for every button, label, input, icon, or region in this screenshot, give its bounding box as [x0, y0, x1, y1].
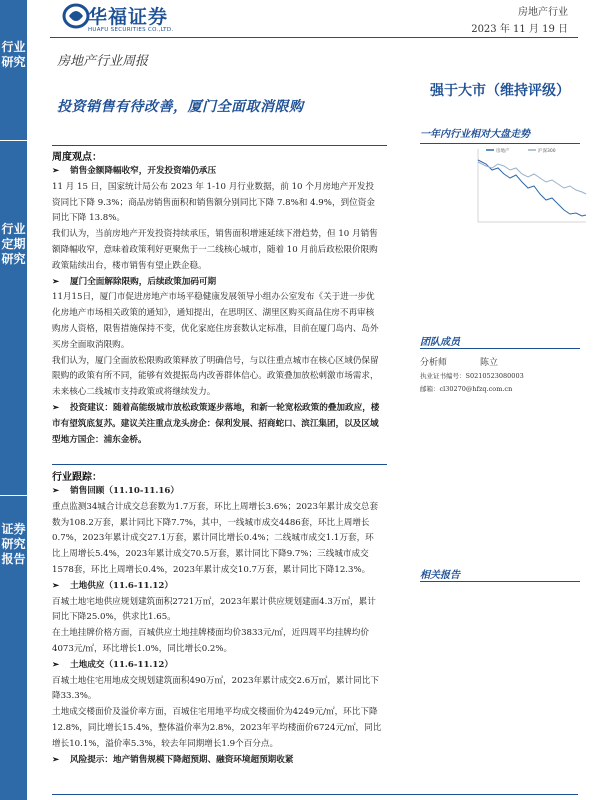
- bullet-arrow-icon: ➢: [52, 166, 60, 176]
- tracking-paragraph: 在土地挂牌价格方面，百城供应土地挂牌楼面均价3833元/㎡，近四周平均挂牌均价4073元/㎡，环比增长1.0%，同比增长0.2%。: [52, 628, 369, 654]
- report-type: 房地产行业周报: [57, 54, 149, 69]
- weekly-view-heading: 周度观点：: [52, 152, 102, 163]
- sidebar-label-industry-research: 行业研究: [1, 40, 26, 69]
- legend-series-1: 房地产: [496, 149, 510, 154]
- sidebar-divider: [0, 495, 27, 496]
- chart-header: [420, 125, 580, 144]
- sidebar-label-periodic-research: 行业定期研究: [1, 222, 26, 266]
- tracking-paragraph: 百城土地宅地供应规划建筑面积2721万㎡，2023年累计供应规划建面4.3万㎡，累计同比下降25.0%，供求比1.65。: [52, 596, 376, 623]
- bullet-arrow-icon: ➢: [52, 580, 60, 591]
- tracking-heading-text: 土地供应（11.6-11.12）: [70, 580, 173, 591]
- industry-tracking-heading: 行业跟踪：: [52, 472, 102, 483]
- related-reports-heading: 相关报告: [420, 570, 460, 581]
- analyst-label: 分析师: [420, 358, 448, 368]
- bullet-arrow-icon: ➢: [52, 276, 60, 287]
- tracking-paragraph: 土地成交楼面价及溢价率方面，百城住宅用地平均成交楼面价为4249元/㎡，环比下降12.8%，同比增长15.4%，整体溢价率为2.8%，2023年平均楼面价6724元/㎡，同比增长10.1%，溢价率5.3%，较去年同期增长1.9个百分点。: [52, 707, 382, 749]
- tracking-bullet-heading: [52, 579, 382, 595]
- logo-text: 华福证券: [88, 6, 169, 28]
- bullet-arrow-icon: ➢: [52, 659, 60, 670]
- view-bullet-heading: [52, 164, 382, 180]
- sidebar-label-securities-report: 证券研究报告: [1, 522, 26, 566]
- view-paragraph: 11月15日，厦门市促进房地产市场平稳健康发展领导小组办公室发布《关于进一步优化房地产市场相关政策的通知》，通知提出，在思明区、湖里区购买商品住房不再审核购房人资格，限售措施保持不变，优化家庭住房套数认定标准，目前在厦门岛内、岛外买房全面取消限购。: [52, 292, 379, 350]
- bullet-heading-text: 销售金额降幅收窄，开发投资端仍承压: [70, 166, 217, 176]
- logo-subtitle: HUAFU SECURITIES CO.,LTD.: [88, 27, 174, 33]
- weekly-view-rule: [52, 145, 387, 146]
- legend-series-2: 沪深300: [538, 149, 556, 154]
- view-paragraph: 11 月 15 日，国家统计局公布 2023 年 1-10 月行业数据，前 10 个月房地产开发投资同比下降 9.3%；商品房销售面积和销售额分别同比下降 7.8%和 4.9%，到位资金同比下降 13.8%。: [52, 181, 375, 224]
- analyst-license: 执业证书编号：S0210523080003: [420, 372, 524, 380]
- industry-rating: 强于大市（维持评级）: [430, 83, 570, 99]
- team-heading-rule: [420, 348, 580, 349]
- chart-heading: 一年内行业相对大盘走势: [420, 129, 530, 140]
- sidebar-divider: [0, 140, 27, 141]
- tracking-heading-text: 土地成交（11.6-11.12）: [70, 659, 173, 670]
- header-category: 房地产行业: [518, 7, 568, 18]
- view-bullet-heading: [52, 401, 382, 448]
- tracking-heading-text: 销售回顾（11.10-11.16）: [70, 486, 179, 496]
- view-paragraph: 我们认为，厦门全面放松限购政策释放了明确信号，与以往重点城市在核心区域仍保留限购的政策有所不同，能够有效提振岛内改善群体信心。政策叠加放松刺激市场需求，未来核心二线城市支持政策或将继续发力。: [52, 355, 379, 398]
- relative-performance-chart: [460, 144, 588, 226]
- related-reports-rule: [420, 581, 580, 582]
- header-rule: [50, 37, 578, 38]
- bullet-arrow-icon: ➢: [52, 402, 60, 413]
- tracking-bullet-heading: [52, 753, 382, 769]
- weekly-view-body: [52, 164, 382, 448]
- industry-tracking-rule: [52, 464, 387, 465]
- tracking-heading-text: 风险提示：地产销售规模下降超预期、融资环境超预期收紧: [70, 754, 294, 765]
- industry-tracking-body: [52, 484, 382, 768]
- left-sidebar: [0, 0, 27, 800]
- bullet-heading-text: 厦门全面解除限购，后续政策加码可期: [70, 276, 217, 287]
- tracking-bullet-heading: [52, 484, 382, 500]
- report-title: 投资销售有待改善，厦门全面取消限购: [57, 99, 304, 115]
- tracking-paragraph: 重点监测34城合计成交总套数为1.7万套，环比上周增长3.6%；2023年累计成交总套数为108.2万套，累计同比下降7.7%，其中，一线城市成交4486套，环比上周增长0.7%，2023年累计成交27.1万套，累计同比增长0.4%；二线城市成交1.1万套，环比上周增长5.4%，2023年累计成交70.5万套，累计同比下降9.7%；三线城市成交1578套，环比上周增长0.4%，2023年累计成交10.7万套，累计同比下降12.3%。: [52, 501, 379, 575]
- team-heading: 团队成员: [420, 337, 460, 348]
- analyst-email: 邮箱：cl30270@hfzq.com.cn: [420, 385, 513, 393]
- tracking-paragraph: 百城土地住宅用地成交规划建筑面积490万㎡，2023年累计成交2.6万㎡，累计同比下降33.3%。: [52, 675, 379, 702]
- view-paragraph: 我们认为，当前房地产开发投资持续承压，销售面积增速延续下滑趋势，但 10 月销售额降幅收窄，意味着政策利好更聚焦于一二线核心城市，随着 10 月前后政松限价限购政策陆续出台，楼市销售有望止跌企稳。: [52, 229, 378, 271]
- tracking-bullet-heading: [52, 658, 382, 674]
- footer-rule: [52, 794, 578, 795]
- bullet-heading-text: 投资建议：随着高能级城市放松政策逐步落地，和新一轮宽松政策的叠加政应，楼市有望筑底复苏。建议关注重点龙头房企：保利发展、招商蛇口、滨江集团，以及区域型地方国企：浦东金桥。: [52, 402, 380, 445]
- header-date: 2023 年 11 月 19 日: [471, 24, 568, 35]
- bullet-arrow-icon: ➢: [52, 754, 60, 765]
- bullet-arrow-icon: ➢: [52, 486, 60, 496]
- view-bullet-heading: [52, 275, 382, 291]
- analyst-name: 陈立: [480, 358, 499, 368]
